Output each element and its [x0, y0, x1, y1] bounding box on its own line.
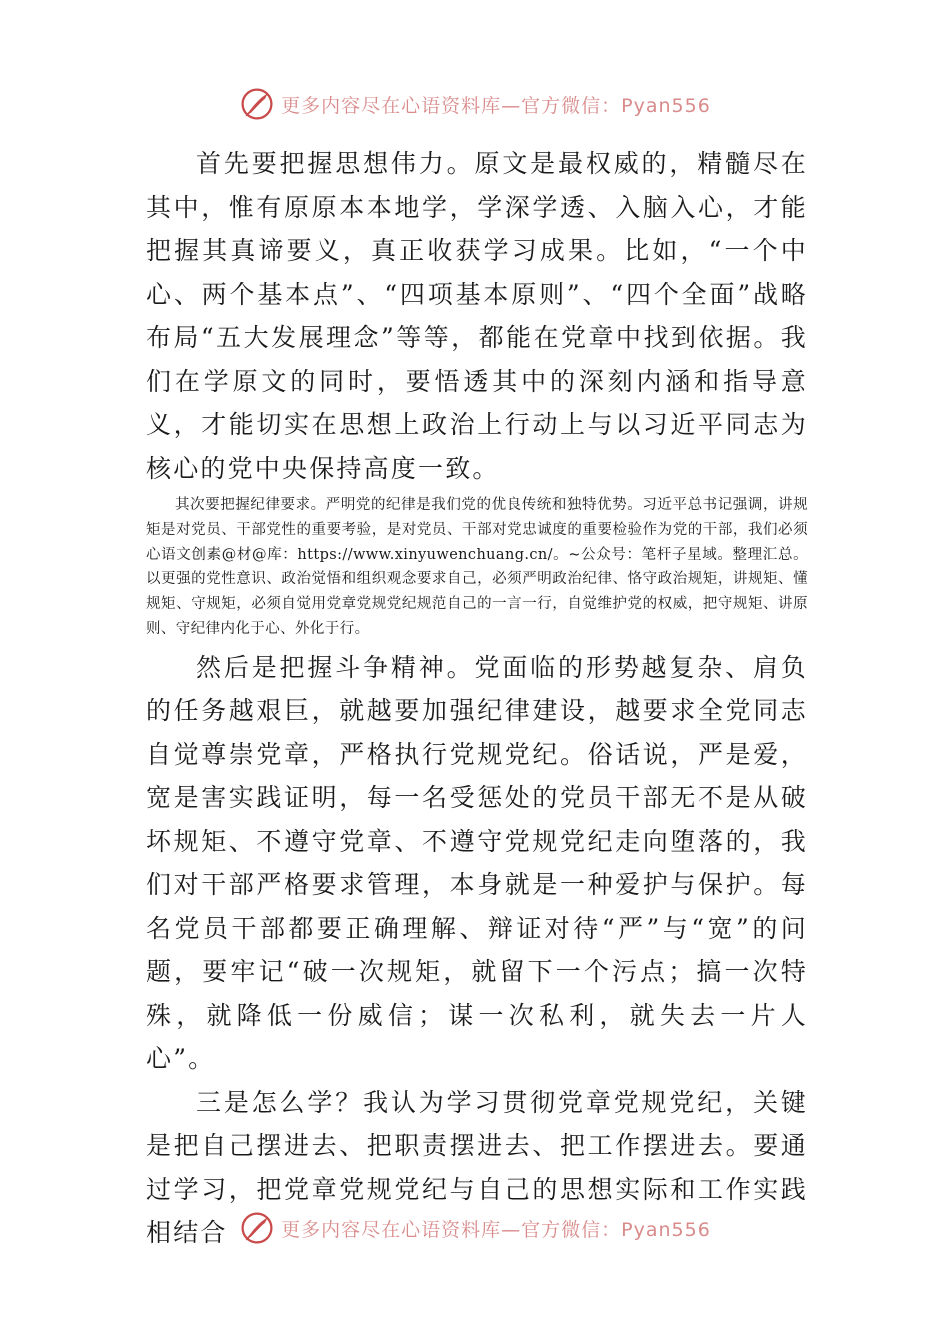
header-banner: [0, 84, 950, 124]
paragraph-how-to-learn: 三是怎么学？我认为学习贯彻党章党规党纪，关键是把自己摆进去、把职责摆进去、把工作摆进去。要通过学习，把党章党规党纪与自己的思想实际和工作实践相结合: [146, 1087, 808, 1248]
footer-banner-text: 更多内容尽在心语资料库—官方微信：Pyan556: [281, 1218, 711, 1241]
header-banner-text: 更多内容尽在心语资料库—官方微信：Pyan556: [281, 94, 711, 117]
paragraph-thought: 首先要把握思想伟力。原文是最权威的，精髓尽在其中，惟有原原本本地学，学深学透、入脑入心，才能把握其真谛要义，真正收获学习成果。比如，“一个中心、两个基本点”、“四项基本原则”、“四个全面”战略布局“五大发展理念”等等，都能在党章中找到依据。我们在学原文的同时，要悟透其中的深刻内涵和指导意义，才能切实在思想上政治上行动上与以习近平同志为核心的党中央保持高度一致。: [146, 149, 808, 483]
paragraph-discipline: 其次要把握纪律要求。严明党的纪律是我们党的优良传统和独特优势。习近平总书记强调，讲规矩是对党员、干部党性的重要考验，是对党员、干部对党忠诚度的重要检验作为党的干部，我们必须心语文创素@材@库：https://www.xinyuwenchuang.cn/。~公众号：笔杆子星域。整理汇总。以更强的党性意识、政治觉悟和组织观念要求自己，必须严明政治纪律、恪守政治规矩，讲规矩、懂规矩、守规矩，必须自觉用党章党规党纪规范自己的一言一行，自觉维护党的权威，把守规矩、讲原则、守纪律内化于心、外化于行。: [146, 497, 808, 637]
document-body: [146, 142, 808, 1255]
pen-logo-icon: [239, 1210, 275, 1246]
paragraph-struggle: 然后是把握斗争精神。党面临的形势越复杂、肩负的任务越艰巨，就越要加强纪律建设，越要求全党同志自觉尊崇党章，严格执行党规党纪。俗话说，严是爱，宽是害实践证明，每一名受惩处的党员干部无不是从破坏规矩、不遵守党章、不遵守党规党纪走向堕落的，我们对干部严格要求管理，本身就是一种爱护与保护。每名党员干部都要正确理解、辩证对待“严”与“宽”的问题，要牢记“破一次规矩，就留下一个污点；搞一次特殊，就降低一份威信；谋一次私利，就失去一片人心”。: [146, 652, 808, 1074]
footer-banner: [0, 1208, 950, 1248]
pen-logo-icon: [239, 86, 275, 122]
